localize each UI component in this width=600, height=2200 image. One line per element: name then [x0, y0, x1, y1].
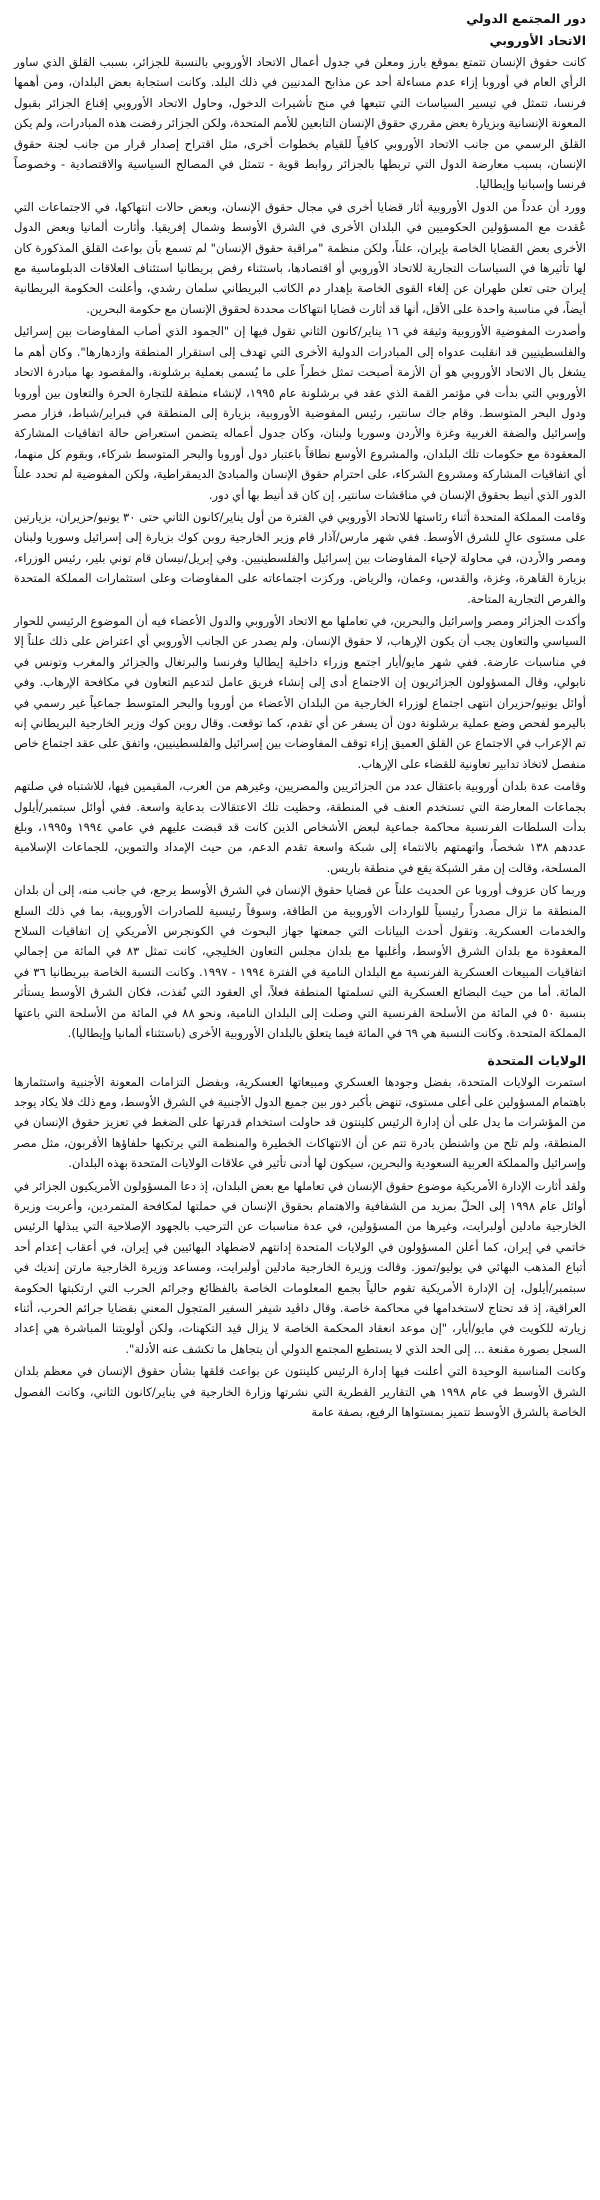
eu-paragraph-7: وربما كان عزوف أوروبا عن الحديث علناً عن قضايا حقوق الإنسان في الشرق الأوسط يرجع، في جانب منه، إلى أن بلدان المنطقة ما تزال مصدراً رئيسياً للواردات الأوروبية من الطاقة، وسوقاً رئيسية للصادرات الأوروبية، بما في ذلك السلع والخدمات العسكرية. وتقول أحدث البيانات التي جمعتها جهاز البحوث في الكونجرس الأمريكي إن اتفاقيات السلاح المعقودة مع بلدان الشرق الأوسط، وأغلبها مع بلدان مجلس التعاون الخليجي، كانت تمثل ٨٣ في المائة من إجمالي اتفاقيات المبيعات العسكرية الفرنسية مع البلدان النامية في الفترة ١٩٩٤ - ١٩٩٧. وكانت النسبة الخاصة ببريطانيا ٣٦ في المائة. أما من حيث البضائع العسكرية التي تسلمتها المنطقة فعلاً، أي العقود التي نُفذت، فكان الشرق الأوسط يستأثر بنسبة ٥٠ في المائة من الأسلحة الفرنسية التي وصلت إلى البلدان النامية، ونحو ٨٨ في المائة من الأسلحة التي باعتها المملكة المتحدة. وكانت النسبة هي ٦٩ في المائة فيما يتعلق بالبلدان الأوروبية الأخرى (باستثناء ألمانيا وإيطاليا). — [14, 883, 587, 1041]
eu-paragraph-4: وقامت المملكة المتحدة أثناء رئاستها للاتحاد الأوروبي في الفترة من أول يناير/كانون الثاني حتى ٣٠ يونيو/حزيران، بزيارتين على مستوى عالٍ للشرق الأوسط. ففي شهر مارس/آذار قام وزير الخارجية روبن كوك بزيارة إلى إسرائيل وسوريا ولبنان ومصر والأردن، في محاولة لإحياء المفاوضات بين إسرائيل والفلسطينيين. وفي إبريل/نيسان قام توني بلير، رئيس الوزراء، بزيارة القاهرة، وغزة، والقدس، وعمان، والرياض. وركزت اجتماعاته على المفاوضات وعلى استثمارات المملكة المتحدة والفرص التجارية المتاحة. — [14, 509, 587, 606]
section-heading-us: الولايات المتحدة — [487, 1052, 586, 1068]
section-heading-eu: الاتحاد الأوروبي — [489, 33, 586, 48]
eu-paragraph-5: وأكدت الجزائر ومصر وإسرائيل والبحرين، في تعاملها مع الاتحاد الأوروبي والدول الأعضاء فيه أن الموضوع الرئيسي للحوار السياسي والتعاون يجب أن يكون الإرهاب، لا حقوق الإنسان. ولم يصدر عن الجانب الأوروبي أي اعتراض على ذلك علناً إلا في مناسبات عارضة. ففي شهر مايو/أيار اجتمع وزراء داخلية إيطاليا وفرنسا والبرتغال والجزائر والمغرب وتونس في نابولي، وقال المسؤولون الجزائريون إن الاجتماع أدى إلى إنشاء فريق عامل لتدعيم التعاون في مكافحة الإرهاب. وفي أوائل يونيو/حزيران انتهى اجتماع لوزراء الخارجية من البلدان الأعضاء من أوروبا والبحر المتوسط جماعياً غير رسمي في باليرمو لفحص وضع عملية برشلونة دون أن يسفر عن أي تقدم، كما توقعت. وقال روبن كوك وزير الخارجية البريطاني إنه تم الإعراب في الاجتماع عن القلق العميق إزاء توقف المفاوضات بين إسرائيل والفلسطينيين، واتفق على عقد اجتماع خاص منفصل لاتخاذ تدابير تعاونية للقضاء على الإرهاب. — [14, 613, 586, 771]
document-title: دور المجتمع الدولي — [466, 11, 586, 26]
us-paragraph-2: ولقد أثارت الإدارة الأمريكية موضوع حقوق الإنسان في تعاملها مع بعض البلدان، إذ دعا المسؤولون الأمريكيون الجزائر في أوائل عام ١٩٩٨ إلى الحلّ بمزيد من الشفافية والاهتمام بحقوق الإنسان في حملتها لمكافحة المتمردين، وأعربت وزيرة الخارجية مادلين أولبرايت، وغيرها من المسؤولين، في عدة مناسبات عن الترحيب بالجهود الإصلاحية التي يبذلها الرئيس خاتمي في إيران، كما أعلن المسؤولون في الولايات المتحدة إدانتهم لاضطهاد البهائيين في إيران، في أعقاب إعدام أحد أتباع المذهب البهائي في يوليو/تموز. وقالت وزيرة الخارجية مادلين أولبرايت، ومساعد وزيرة الخارجية مارتن إنديك في سبتمبر/أيلول، إن الإدارة الأمريكية تقوم حالياً بجمع المعلومات الخاصة بالفظائع وجرائم الحرب التي ارتكبتها الحكومة العراقية، إذ قد تحتاج لاستخدامها في محاكمة خاصة. وقال داڤيد شيفر السفير المتجول المعني بقضايا جرائم الحرب، أثناء زيارته للكويت في مايو/أيار، "إن موعد انعقاد المحكمة الخاصة لا يزال قيد التكهنات، ولكن أولويتنا المباشرة هي إعداد السجل بصورة مقنعة ... إلى الحد الذي لا يستطيع المجتمع الدولي أن يتجاهل ما تكشف عنه الأدلة". — [14, 1178, 586, 1356]
eu-paragraph-2: وورد أن عدداً من الدول الأوروبية أثار قضايا أخرى في مجال حقوق الإنسان، وبعض حالات انتهاكها، في الاجتماعات التي عُقدت مع المسؤولين الحكوميين في البلدان الأخرى في الشرق الأوسط وشمال إفريقيا. وأثارت ألمانيا وبعض الدول الأخرى بعض القضايا الخاصة بإيران، علناً، ولكن منظمة "مراقبة حقوق الإنسان" لم تسمع بأن بواعث القلق المذكورة كان لها تأثيرها في السياسات التجارية للاتحاد الأوروبي أو اقتصادها، باستثناء رفض بريطانيا استئناف العلاقات الدبلوماسية مع إيران حتى تعلن طهران عن إلغاء القوى الخاصة بإهدار دم الكاتب البريطاني سلمان رشدي، وأعلنت الحكومة البريطانية أيضاً، في مناسبة واحدة على الأقل، أنها قد أثارت قضايا انتهاكات محددة لحقوق الإنسان مع حكومة البحرين. — [14, 199, 586, 316]
eu-paragraph-6: وقامت عدة بلدان أوروبية باعتقال عدد من الجزائريين والمصريين، وغيرهم من العرب، المقيمين فيها، للاشتباه في صلتهم بجماعات المعارضة التي تستخدم العنف في المنطقة، وحظيت تلك الاعتقالات بدعاية واسعة. ففي أوائل سبتمبر/أيلول بدأت السلطات الفرنسية محاكمة جماعية لبعض الأشخاص الذين كانت قد قبضت عليهم في عامي ١٩٩٤ و١٩٩٥، وبلغ عددهم ١٣٨ شخصاً، واتهمتهم بالانتماء إلى شبكة واسعة تقدم الدعم، من حيث الإمداد والتموين، للجماعات الإسلامية المسلحة، وقالت إن مقر الشبكة يقع في منطقة باريس. — [14, 779, 586, 875]
eu-paragraph-1: كانت حقوق الإنسان تتمتع بموقع بارز ومعلن في جدول أعمال الاتحاد الأوروبي بالنسبة للجزائر، بسبب القلق الذي ساور الرأي العام في أوروبا إزاء عدم مساءلة أحد عن مذابح المدنيين في ذلك البلد. وكانت استجابة بعض البلدان، ومن أهمها فرنسا، تتمثل في تيسير السياسات التي تتبعها في منح تأشيرات الدخول، وحاول الاتحاد الأوروبي إقناع الجزائر بقبول المعونة الإنسانية وبزيارة بعض مقرري حقوق الإنسان التابعين للأمم المتحدة، ولكن الجزائر رفضت هذه المبادرات، ولم يكن القلق الرسمي من جانب الاتحاد الأوروبي كافياً للقيام بخطوات أخرى، مثل اقتراح إصدار قرار من جانب لجنة حقوق الإنسان، بسبب معارضة الدول التي تربطها بالجزائر روابط قوية - تتمثل في المصالح السياسية والاقتصادية - وخصوصاً فرنسا وإسبانيا وإيطاليا. — [14, 55, 586, 192]
eu-paragraph-3: وأصدرت المفوضية الأوروبية وثيقة في ١٦ يناير/كانون الثاني تقول فيها إن "الجمود الذي أصاب المفاوضات بين إسرائيل والفلسطينيين قد انقلبت عدواه إلى المبادرات الدولية الأخرى التي تهدف إلى استقرار المنطقة وازدهارها". وكان أهم ما يشغل بال الاتحاد الأوروبي هو أن الأزمة أصبحت تمثل خطراً على ما يُسمى بعملية برشلونة، والمقصود بها مبادرة الاتحاد الأوروبي التي بدأت في مؤتمر القمة الذي عقد في برشلونة عام ١٩٩٥، لإنشاء منطقة للتجارة الحرة والتعاون بين أوروبا ودول البحر المتوسط. وقام جاك سانتير، رئيس المفوضية الأوروبية، بزيارة إلى المنطقة في فبراير/شباط، فزار مصر وإسرائيل والضفة الغربية وغزة والأردن وسوريا ولبنان، وكان جدول أعماله يتضمن استعراض حالة اتفاقيات المشاركة المعقودة مع حكومات تلك البلدان، والمشروع الأوسع نطاقاً باعتبار دول أوروبا والبحر المتوسط شركاء، وبقوم كل منهما، أي اتفاقيات المشاركة ومشروع الشركاء، على احترام حقوق الإنسان والمبادئ الديمقراطية، ولكن المفوضية لم تحدد علناً الدور الذي أنيط بحقوق الإنسان في مناقشات سانتير، إن كان قد أنيط بها أي دور. — [14, 324, 586, 502]
us-paragraph-1: استمرت الولايات المتحدة، بفضل وجودها العسكري ومبيعاتها العسكرية، وبفضل التزامات المعونة الأجنبية واستثمارها باهتمام المسؤولين على أعلى مستوى، تنهض بأكبر دور بين جميع الدول الأجنبية في الشرق الأوسط، ومع ذلك فلا يكاد يوجد من المؤشرات ما يدل على أن إدارة الرئيس كلينتون قد حاولت استخدام قدرتها على الضغط في تعزيز حقوق الإنسان في المنطقة، ولم تلح من واشنطن بادرة تتم عن أن الانتهاكات الخطيرة والمنظمة التي يرتكبها حلفاؤها الأقربون، مثل مصر وإسرائيل والمملكة العربية السعودية والبحرين، سيكون لها أدنى تأثير في علاقات الولايات المتحدة بهذه البلدان. — [14, 1074, 586, 1171]
us-paragraph-3: وكانت المناسبة الوحيدة التي أعلنت فيها إدارة الرئيس كلينتون عن بواعث قلقها بشأن حقوق الإنسان في معظم بلدان الشرق الأوسط في عام ١٩٩٨ هي التقارير القطرية التي نشرتها وزارة الخارجية في يناير/كانون الثاني، وكانت الفصول الخاصة بالشرق الأوسط تتميز بمستواها الرفيع، بصفة عامة — [14, 1364, 586, 1419]
